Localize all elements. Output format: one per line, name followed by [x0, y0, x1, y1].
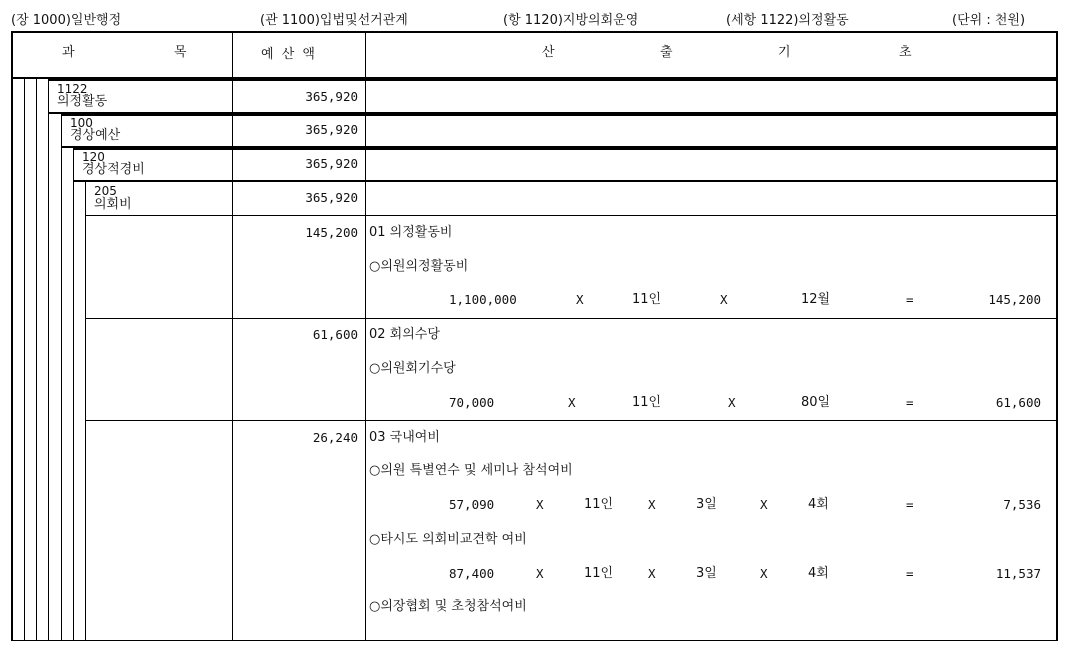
- tier-amount: 365,920: [305, 156, 358, 171]
- tier-name: 경상예산: [70, 128, 121, 143]
- column-basis-1: 산: [542, 45, 555, 60]
- tier-name: 경상적경비: [82, 162, 145, 177]
- calc-op: =: [906, 395, 914, 410]
- item-amount: 61,600: [312, 327, 358, 342]
- item-subtitle: ○의장협회 및 초청참석여비: [369, 599, 527, 614]
- calc-value: 87,400: [449, 566, 495, 581]
- calc-value: 70,000: [449, 395, 495, 410]
- column-budget: 예 산 액: [261, 47, 317, 62]
- tier-code: 205: [94, 184, 117, 198]
- calc-value: 11인: [632, 395, 662, 410]
- calc-op: =: [906, 566, 914, 581]
- gwan-label: (관 1100)입법및선거관계: [260, 13, 408, 28]
- calc-value: 4회: [808, 566, 829, 581]
- column-basis-2: 출: [660, 45, 673, 60]
- tier-name: 의정활동: [57, 94, 108, 109]
- item-subtitle: ○의원 특별연수 및 세미나 참석여비: [369, 463, 573, 478]
- calc-op: X: [576, 292, 584, 307]
- hang-label: (항 1120)지방의회운영: [503, 13, 639, 28]
- unit-label: (단위 : 천원): [952, 13, 1026, 28]
- calc-op: X: [760, 566, 768, 581]
- calc-op: =: [906, 497, 914, 512]
- calc-op: X: [568, 395, 576, 410]
- item-amount: 26,240: [312, 430, 358, 445]
- tier-amount: 365,920: [305, 122, 358, 137]
- calc-value: 3일: [696, 566, 717, 581]
- calc-op: X: [536, 497, 544, 512]
- column-basis-3: 기: [778, 45, 791, 60]
- item-title: 01 의정활동비: [369, 225, 453, 240]
- calc-result: 7,536: [1003, 497, 1041, 512]
- calc-op: X: [720, 292, 728, 307]
- tier-code: 1122: [57, 82, 88, 96]
- tier-name: 의회비: [94, 197, 132, 212]
- item-subtitle: ○의원회기수당: [369, 361, 456, 376]
- tier-amount: 365,920: [305, 89, 358, 104]
- column-basis-4: 초: [899, 45, 912, 60]
- item-subtitle: ○타시도 의회비교견학 여비: [369, 532, 527, 547]
- calc-result: 145,200: [988, 292, 1041, 307]
- calc-value: 12월: [801, 292, 831, 307]
- calc-value: 11인: [632, 292, 662, 307]
- calc-value: 1,100,000: [449, 292, 517, 307]
- calc-op: X: [648, 497, 656, 512]
- calc-value: 11인: [584, 566, 614, 581]
- calc-op: =: [906, 292, 914, 307]
- item-title: 03 국내여비: [369, 430, 440, 445]
- column-gwa: 과: [62, 45, 75, 60]
- calc-op: X: [728, 395, 736, 410]
- calc-result: 11,537: [995, 566, 1041, 581]
- calc-op: X: [536, 566, 544, 581]
- tier-code: 100: [70, 116, 93, 130]
- calc-value: 4회: [808, 497, 829, 512]
- tier-amount: 365,920: [305, 190, 358, 205]
- jang-label: (장 1000)일반행정: [11, 13, 122, 28]
- calc-value: 57,090: [449, 497, 495, 512]
- calc-value: 11인: [584, 497, 614, 512]
- item-amount: 145,200: [305, 225, 358, 240]
- calc-result: 61,600: [995, 395, 1041, 410]
- calc-value: 80일: [801, 395, 831, 410]
- item-title: 02 회의수당: [369, 327, 440, 342]
- sehang-label: (세항 1122)의정활동: [726, 13, 849, 28]
- column-mok: 목: [174, 45, 187, 60]
- calc-op: X: [760, 497, 768, 512]
- item-subtitle: ○의원의정활동비: [369, 259, 469, 274]
- calc-op: X: [648, 566, 656, 581]
- calc-value: 3일: [696, 497, 717, 512]
- tier-code: 120: [82, 150, 105, 164]
